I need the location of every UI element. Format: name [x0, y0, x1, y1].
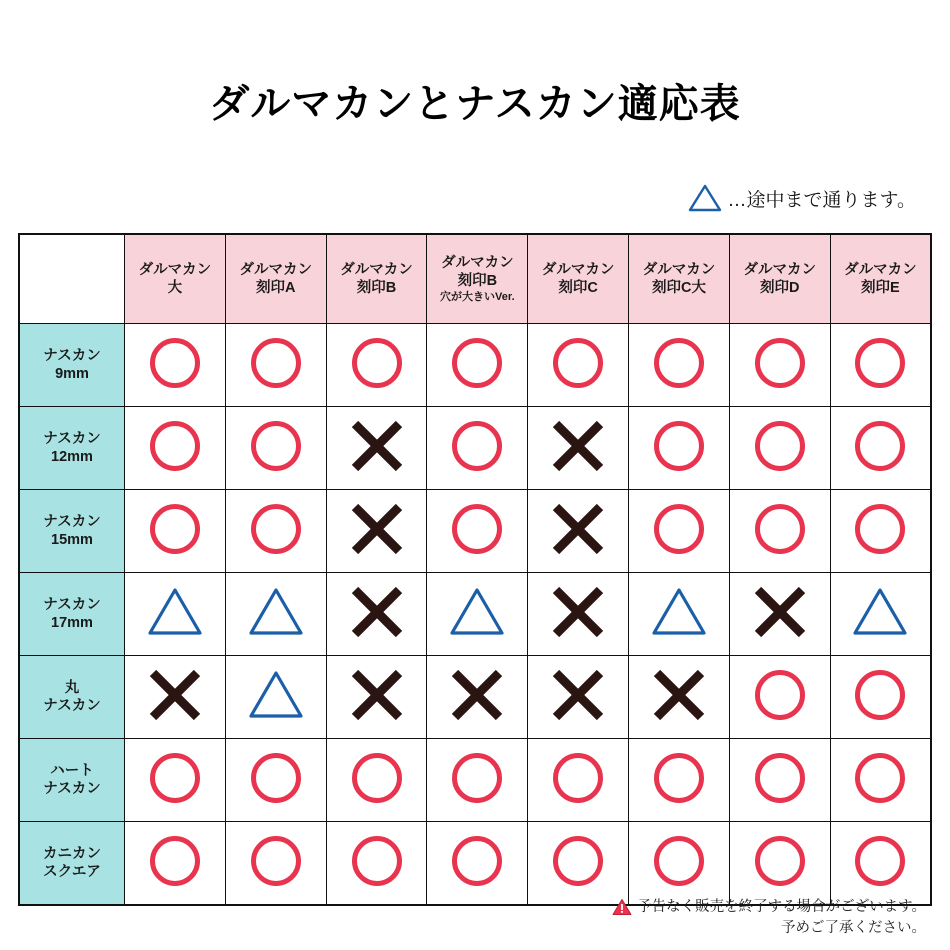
mark-cross [349, 667, 405, 723]
mark-circle [755, 504, 805, 554]
column-header-7-line1: ダルマカン [844, 261, 917, 278]
row-header-2-line2: 15mm [51, 532, 93, 548]
row-header-3 [19, 573, 125, 656]
cell-r4-c6 [729, 656, 830, 739]
cell-r3-c6 [729, 573, 830, 656]
row-header-6 [19, 822, 125, 906]
cell-r1-c1 [225, 407, 326, 490]
cell-r4-c1 [225, 656, 326, 739]
cell-r1-c0 [125, 407, 226, 490]
cell-r1-c4 [528, 407, 629, 490]
mark-circle [654, 338, 704, 388]
column-header-1-line2: 刻印A [255, 280, 296, 296]
cell-r3-c3 [427, 573, 528, 656]
column-header-0-line2: 大 [167, 280, 183, 296]
table-row [19, 739, 931, 822]
row-header-1-line1: ナスカン [43, 430, 101, 447]
mark-circle [855, 338, 905, 388]
mark-circle [855, 670, 905, 720]
mark-circle [855, 753, 905, 803]
cell-r2-c2 [326, 490, 427, 573]
table-corner-cell [19, 234, 125, 324]
mark-circle [452, 836, 502, 886]
cell-r5-c3 [427, 739, 528, 822]
row-header-5-line1: ハート [50, 762, 94, 779]
mark-circle [352, 753, 402, 803]
cell-r2-c0 [125, 490, 226, 573]
mark-circle [755, 753, 805, 803]
mark-circle [855, 421, 905, 471]
mark-triangle [449, 586, 505, 638]
cell-r1-c7 [830, 407, 931, 490]
page-title: ダルマカンとナスカン適応表 [209, 82, 741, 126]
mark-circle [251, 421, 301, 471]
mark-circle [855, 504, 905, 554]
column-header-4-line1: ダルマカン [541, 261, 615, 278]
mark-triangle [248, 669, 304, 721]
cell-r3-c0 [125, 573, 226, 656]
mark-circle [251, 504, 301, 554]
row-header-3-line2: 17mm [51, 615, 93, 631]
column-header-5-line1: ダルマカン [642, 261, 716, 278]
column-header-4-line2: 刻印C [558, 280, 598, 296]
column-header-3 [427, 234, 528, 324]
compatibility-table-wrap [18, 233, 932, 906]
column-header-7-line2: 刻印E [861, 280, 900, 296]
row-header-5-line2: ナスカン [43, 781, 101, 797]
mark-circle [755, 670, 805, 720]
mark-circle [452, 338, 502, 388]
mark-circle [553, 836, 603, 886]
row-header-0-line1: ナスカン [43, 347, 101, 364]
cell-r4-c0 [125, 656, 226, 739]
cell-r1-c5 [629, 407, 730, 490]
mark-circle [352, 338, 402, 388]
cell-r4-c7 [830, 656, 931, 739]
cell-r0-c7 [830, 324, 931, 407]
cell-r3-c1 [225, 573, 326, 656]
row-header-6-line1: カニカン [43, 845, 101, 862]
mark-cross [550, 667, 606, 723]
mark-triangle [147, 586, 203, 638]
cell-r6-c4 [528, 822, 629, 906]
cell-r3-c4 [528, 573, 629, 656]
column-header-7 [830, 234, 931, 324]
cell-r6-c7 [830, 822, 931, 906]
mark-circle [654, 504, 704, 554]
column-header-6-line1: ダルマカン [743, 261, 817, 278]
column-header-0-line1: ダルマカン [138, 261, 212, 278]
cell-r2-c6 [729, 490, 830, 573]
footnote-line2: 予めご了承ください。 [781, 920, 926, 937]
mark-circle [251, 836, 301, 886]
column-header-6-line2: 刻印D [760, 280, 800, 296]
cell-r3-c5 [629, 573, 730, 656]
cell-r1-c6 [729, 407, 830, 490]
row-header-1 [19, 407, 125, 490]
cell-r5-c1 [225, 739, 326, 822]
mark-circle [452, 504, 502, 554]
mark-cross [550, 418, 606, 474]
column-header-3-line2: 刻印B [457, 272, 498, 289]
column-header-1-line1: ダルマカン [239, 261, 312, 278]
cell-r2-c3 [427, 490, 528, 573]
mark-circle [553, 338, 603, 388]
mark-triangle [852, 586, 908, 638]
cell-r0-c6 [729, 324, 830, 407]
mark-circle [352, 836, 402, 886]
cell-r0-c3 [427, 324, 528, 407]
mark-triangle [651, 586, 707, 638]
mark-circle [150, 836, 200, 886]
mark-circle [150, 421, 200, 471]
column-header-3-sub: 穴が大きいVer. [440, 290, 515, 303]
cell-r6-c3 [427, 822, 528, 906]
cell-r1-c2 [326, 407, 427, 490]
row-header-6-line2: スクエア [43, 864, 101, 880]
column-header-5-line2: 刻印C大 [651, 280, 706, 296]
cell-r6-c6 [729, 822, 830, 906]
row-header-0 [19, 324, 125, 407]
cell-r5-c0 [125, 739, 226, 822]
cell-r4-c3 [427, 656, 528, 739]
mark-circle [654, 753, 704, 803]
mark-cross [550, 584, 606, 640]
column-header-4 [528, 234, 629, 324]
mark-circle [251, 338, 301, 388]
compatibility-table [18, 233, 932, 906]
mark-circle [654, 421, 704, 471]
cell-r0-c5 [629, 324, 730, 407]
cell-r6-c5 [629, 822, 730, 906]
row-header-1-line2: 12mm [51, 449, 93, 465]
triangle-icon [688, 183, 722, 213]
cell-r3-c2 [326, 573, 427, 656]
mark-circle [553, 753, 603, 803]
cell-r5-c5 [629, 739, 730, 822]
warning-icon [612, 898, 632, 916]
mark-circle [150, 504, 200, 554]
table-row [19, 490, 931, 573]
mark-triangle [248, 586, 304, 638]
row-header-3-line1: ナスカン [43, 596, 101, 613]
row-header-0-line2: 9mm [55, 366, 89, 382]
cell-r0-c4 [528, 324, 629, 407]
cell-r2-c4 [528, 490, 629, 573]
mark-cross [752, 584, 808, 640]
mark-circle [251, 753, 301, 803]
table-row [19, 324, 931, 407]
cell-r0-c2 [326, 324, 427, 407]
mark-circle [150, 753, 200, 803]
mark-circle [452, 753, 502, 803]
mark-cross [651, 667, 707, 723]
cell-r4-c2 [326, 656, 427, 739]
row-header-4-line1: 丸 [64, 679, 80, 696]
cell-r6-c2 [326, 822, 427, 906]
row-header-4 [19, 656, 125, 739]
row-header-4-line2: ナスカン [43, 698, 101, 714]
cell-r5-c6 [729, 739, 830, 822]
mark-circle [755, 421, 805, 471]
column-header-2 [326, 234, 427, 324]
row-header-2 [19, 490, 125, 573]
mark-cross [349, 501, 405, 557]
column-header-1 [225, 234, 326, 324]
legend-text: …途中まで通ります。 [727, 189, 916, 211]
footnote [612, 897, 926, 941]
mark-circle [855, 836, 905, 886]
column-header-6 [729, 234, 830, 324]
cell-r4-c4 [528, 656, 629, 739]
cell-r6-c0 [125, 822, 226, 906]
column-header-5 [629, 234, 730, 324]
mark-circle [452, 421, 502, 471]
column-header-0 [125, 234, 226, 324]
row-header-5 [19, 739, 125, 822]
table-row [19, 573, 931, 656]
row-header-2-line1: ナスカン [43, 513, 101, 530]
cell-r1-c3 [427, 407, 528, 490]
mark-circle [654, 836, 704, 886]
cell-r4-c5 [629, 656, 730, 739]
mark-cross [147, 667, 203, 723]
cell-r3-c7 [830, 573, 931, 656]
cell-r0-c0 [125, 324, 226, 407]
table-row [19, 407, 931, 490]
cell-r6-c1 [225, 822, 326, 906]
table-row [19, 822, 931, 906]
footnote-line1: 予告なく販売を終了する場合がございます。 [637, 898, 926, 915]
mark-circle [755, 836, 805, 886]
cell-r2-c5 [629, 490, 730, 573]
cell-r5-c7 [830, 739, 931, 822]
cell-r5-c4 [528, 739, 629, 822]
mark-cross [550, 501, 606, 557]
mark-cross [349, 584, 405, 640]
cell-r5-c2 [326, 739, 427, 822]
table-header-row [19, 234, 931, 324]
mark-circle [755, 338, 805, 388]
column-header-3-line1: ダルマカン [441, 254, 514, 271]
column-header-2-line1: ダルマカン [340, 261, 413, 278]
mark-cross [449, 667, 505, 723]
cell-r2-c1 [225, 490, 326, 573]
table-row [19, 656, 931, 739]
cell-r2-c7 [830, 490, 931, 573]
column-header-2-line2: 刻印B [356, 280, 397, 296]
cell-r0-c1 [225, 324, 326, 407]
table-body [19, 324, 931, 906]
mark-circle [150, 338, 200, 388]
mark-cross [349, 418, 405, 474]
legend [0, 181, 950, 215]
